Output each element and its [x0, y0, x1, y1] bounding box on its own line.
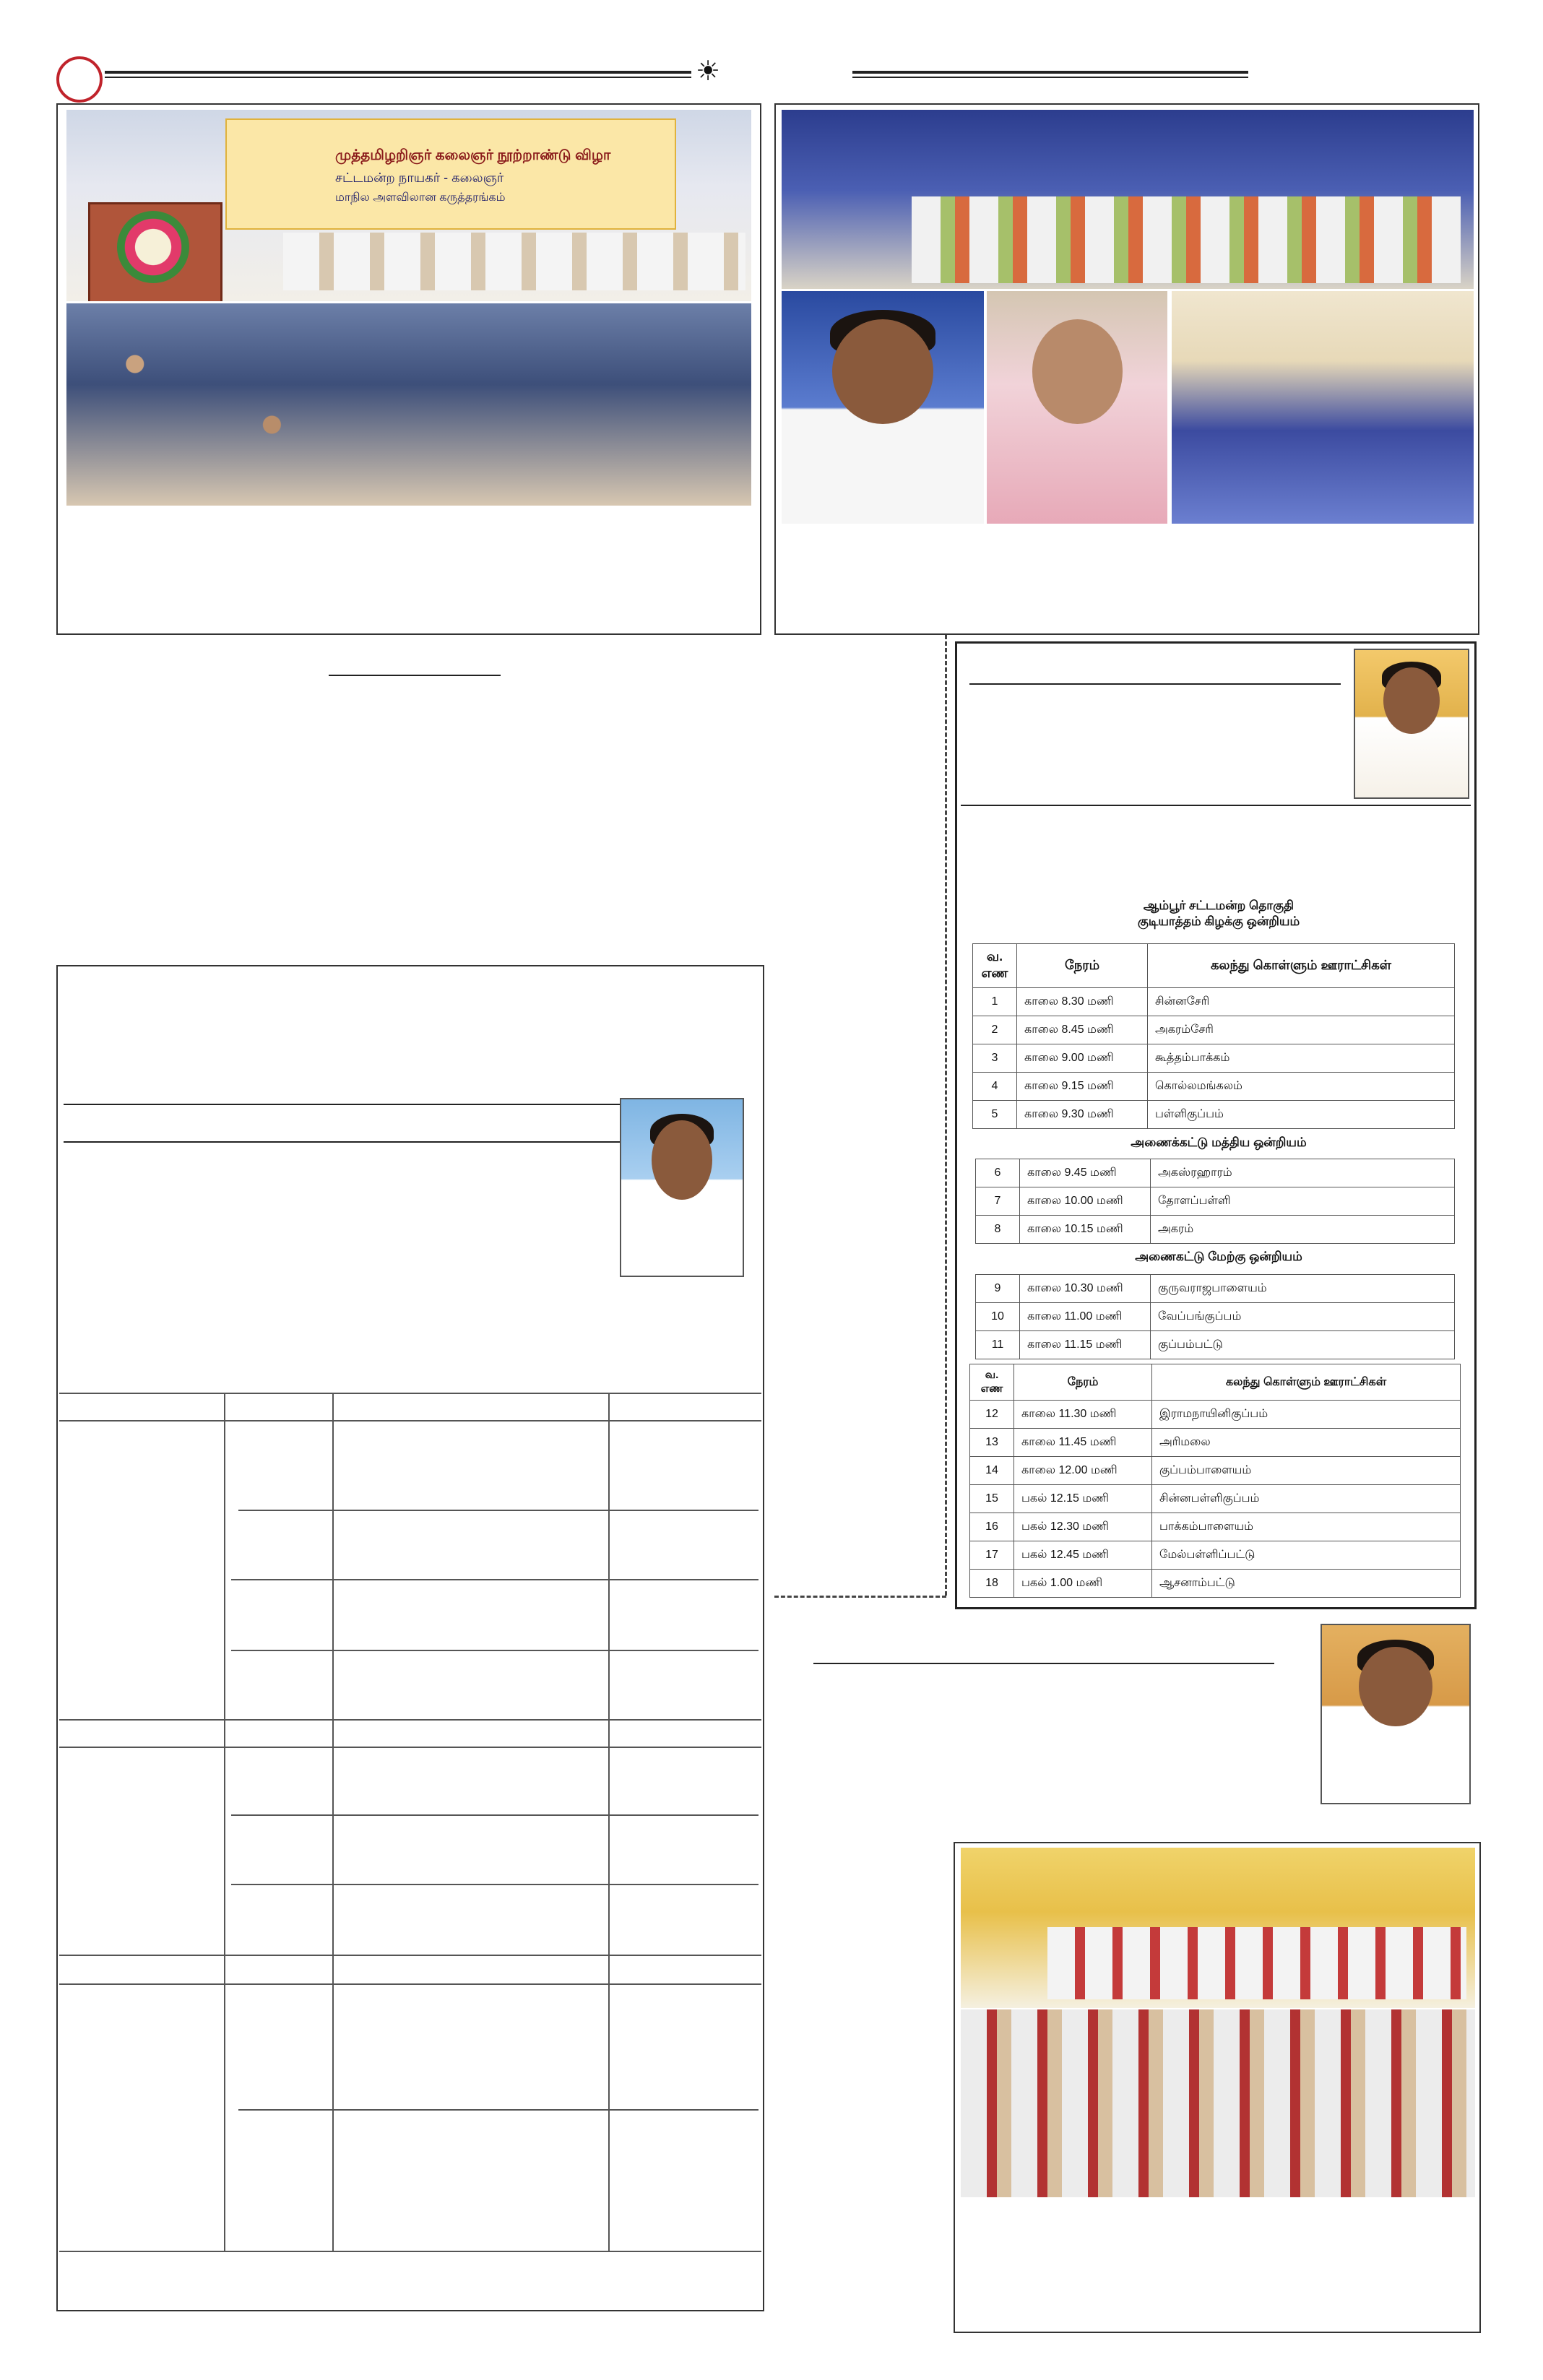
- box-rule-1: [64, 1104, 621, 1105]
- masthead-rule-left-thin: [105, 77, 691, 78]
- grid-h-5: [59, 1719, 761, 1721]
- schedule-heading-1: ஆம்பூர் சட்டமன்ற தொகுதி: [1143, 899, 1295, 912]
- schedule-subhead-2: அணைக்கட்டு மத்திய ஒன்றியம்: [1131, 1135, 1307, 1149]
- table-row: 15 பகல் 12.15 மணி சின்னபள்ளிகுப்பம்: [970, 1485, 1461, 1513]
- grid-h-8: [231, 1884, 758, 1885]
- masthead-rule-left: [105, 71, 691, 74]
- stage-guests: [283, 233, 745, 290]
- table-row: 16 பகல் 12.30 மணி பாக்கம்பாளையம்: [970, 1513, 1461, 1541]
- table-row: 17 பகல் 12.45 மணி மேல்பள்ளிப்பட்டு: [970, 1541, 1461, 1570]
- col-places-2: கலந்து கொள்ளும் ஊராட்சிகள்: [1152, 1364, 1461, 1401]
- article-divider: [329, 675, 501, 676]
- grid-v-3: [608, 1393, 610, 2251]
- table-row: 18 பகல் 1.00 மணி ஆசனாம்பட்டு: [970, 1570, 1461, 1598]
- banner-line-3: மாநில அளவிலான கருத்தரங்கம்: [335, 191, 506, 204]
- table-row: 13 காலை 11.45 மணி அரிமலை: [970, 1429, 1461, 1457]
- schedule-subhead-3: அணைகட்டு மேற்கு ஒன்றியம்: [1135, 1250, 1302, 1263]
- table-row: 14 காலை 12.00 மணி குப்பம்பாளையம்: [970, 1457, 1461, 1485]
- table-row: 12 காலை 11.30 மணி இராமநாயினிகுப்பம்: [970, 1401, 1461, 1429]
- meeting-stage-guests: [1047, 1927, 1466, 1999]
- stage-banner: [225, 118, 676, 230]
- col-serial: வ. எண: [973, 944, 1017, 988]
- audience-photo: [66, 303, 751, 506]
- table-row: 10 காலை 11.00 மணி வேப்பங்குப்பம்: [976, 1303, 1455, 1331]
- table-row: 8 காலை 10.15 மணி அகரம்: [976, 1216, 1455, 1244]
- table-row: 6 காலை 9.45 மணி அகஸ்ரஹாரம்: [976, 1159, 1455, 1187]
- table-row: 1 காலை 8.30 மணி சின்னசேரி: [973, 988, 1455, 1016]
- grid-h-11: [238, 2109, 758, 2111]
- box-rule-2: [64, 1141, 621, 1143]
- grid-h-2: [238, 1510, 758, 1511]
- masthead-rule-right-thin: [852, 77, 1248, 78]
- right-article-rule: [813, 1663, 1274, 1664]
- rising-sun-icon: ☀: [696, 56, 721, 87]
- leader-photo-schedule: [1354, 649, 1469, 799]
- stage-photo: [66, 110, 751, 301]
- leader-photo-left: [620, 1098, 744, 1277]
- speaker-photo: [782, 291, 984, 524]
- table-row: 2 காலை 8.45 மணி அகரம்சேரி: [973, 1016, 1455, 1044]
- grid-h-3: [231, 1579, 758, 1580]
- schedule-separator: [961, 805, 1471, 806]
- grid-h-9: [59, 1955, 761, 1956]
- banner-line-1: முத்தமிழறிஞர் கலைஞர் நூற்றாண்டு விழா: [335, 147, 611, 163]
- dashed-connector-v: [945, 635, 947, 1596]
- table-row: 7 காலை 10.00 மணி தோளப்பள்ளி: [976, 1187, 1455, 1216]
- schedule-title-rule: [969, 683, 1341, 685]
- schedule-table-2: [975, 1159, 1455, 1244]
- grid-v-2: [332, 1393, 334, 2251]
- grid-h-10: [59, 1983, 761, 1985]
- event-stage-photo: [782, 110, 1474, 289]
- col-places: கலந்து கொள்ளும் ஊராட்சிகள்: [1148, 944, 1455, 988]
- grid-h-0: [59, 1393, 761, 1394]
- grid-h-6: [59, 1747, 761, 1748]
- col-serial-2: வ. எண: [970, 1364, 1014, 1401]
- masthead-rule-right: [852, 71, 1248, 74]
- meeting-audience-photo: [961, 2009, 1475, 2197]
- table-row: 5 காலை 9.30 மணி பள்ளிகுப்பம்: [973, 1101, 1455, 1129]
- col-time-2: நேரம்: [1014, 1364, 1152, 1401]
- table-row: 9 காலை 10.30 மணி குருவராஜபாளையம்: [976, 1275, 1455, 1303]
- grid-h-1: [59, 1420, 761, 1421]
- col-time: நேரம்: [1017, 944, 1148, 988]
- schedule-table-1: [972, 943, 1455, 1129]
- grid-h-7: [231, 1814, 758, 1816]
- grid-h-12: [59, 2251, 761, 2252]
- table-row: 11 காலை 11.15 மணி குப்பம்பட்டு: [976, 1331, 1455, 1359]
- flower-wreath: [117, 211, 189, 283]
- table-row: 4 காலை 9.15 மணி கொல்லமங்கலம்: [973, 1073, 1455, 1101]
- leader-photo-right: [1321, 1624, 1471, 1804]
- student-photo: [987, 291, 1167, 524]
- schedule-table-3: [975, 1274, 1455, 1359]
- banner-line-2: சட்டமன்ற நாயகர் - கலைஞர்: [335, 170, 504, 185]
- table-row: 3 காலை 9.00 மணி கூத்தம்பாக்கம்: [973, 1044, 1455, 1073]
- stage-guests-row: [912, 196, 1461, 283]
- grid-h-4: [231, 1650, 758, 1651]
- schedule-table-4: [969, 1364, 1461, 1598]
- meeting-stage-photo: [961, 1848, 1475, 2008]
- grid-v-1: [224, 1393, 225, 2251]
- schedule-heading-2: குடியாத்தம் கிழக்கு ஒன்றியம்: [1137, 914, 1300, 928]
- hall-photo: [1172, 291, 1474, 524]
- circle-logo-icon: [56, 56, 103, 103]
- dashed-connector-h: [774, 1596, 946, 1598]
